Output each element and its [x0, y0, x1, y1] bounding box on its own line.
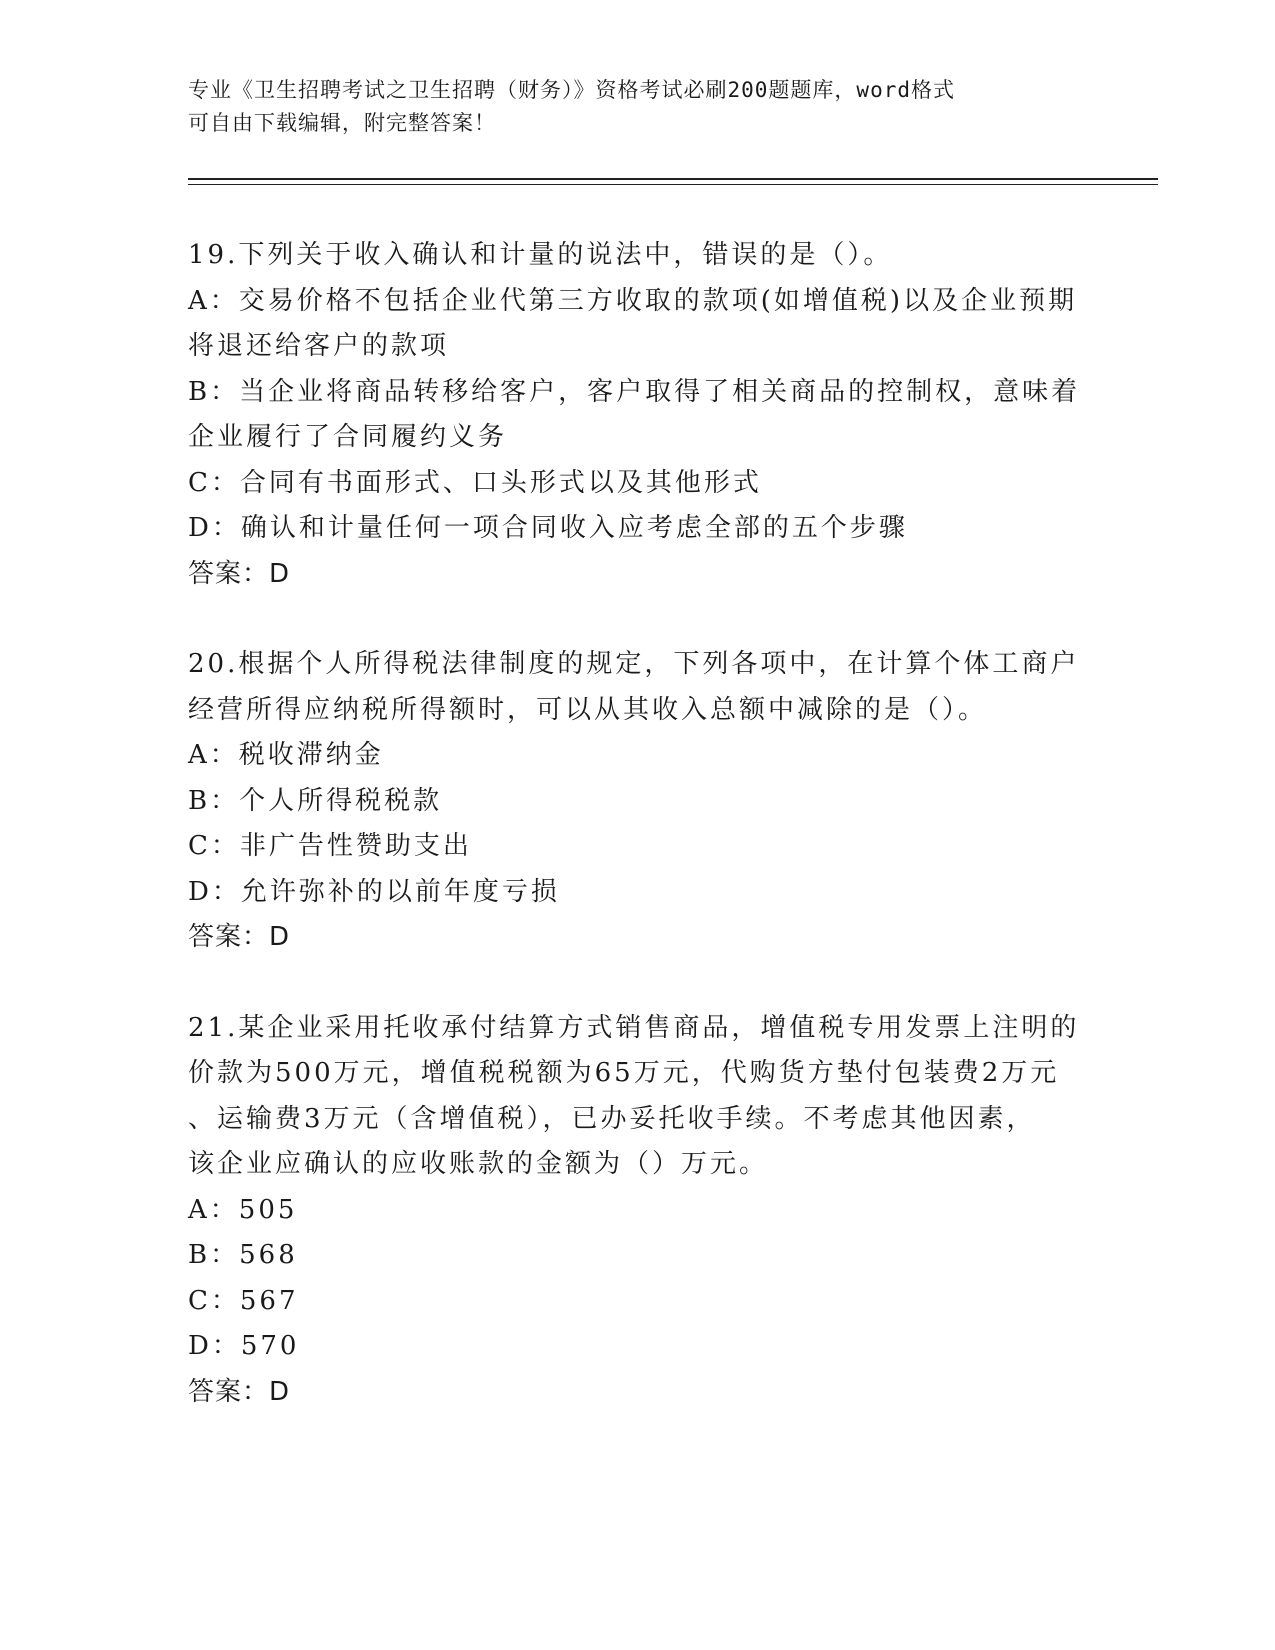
option-c: C：567 — [188, 1285, 299, 1316]
header-rule — [188, 178, 1158, 180]
question-19 — [188, 233, 1088, 597]
option-a: A：505 — [188, 1194, 298, 1225]
question-stem-line: 、运输费3万元（含增值税），已办妥托收手续。不考虑其他因素， — [188, 1103, 1036, 1134]
option-b: B：个人所得税税款 — [188, 785, 443, 816]
question-stem-line: 该企业应确认的应收账款的金额为（）万元。 — [188, 1149, 769, 1179]
answer-label: 答案：D — [188, 558, 291, 589]
option-a-line-2: 将退还给客户的款项 — [188, 331, 450, 361]
option-a-line-1: A：交易价格不包括企业代第三方收取的款项(如增值税)以及企业预期 — [188, 285, 1078, 316]
answer-label: 答案：D — [188, 1376, 291, 1407]
option-d: D：570 — [188, 1331, 300, 1361]
answer-label: 答案：D — [188, 922, 291, 952]
header-line-2: 可自由下载编辑，附完整答案！ — [188, 111, 496, 135]
question-stem-line: 20.根据个人所得税法律制度的规定，下列各项中，在计算个体工商户 — [188, 649, 1080, 679]
question-stem-line: 价款为500万元，增值税税额为65万元，代购货方垫付包装费2万元 — [188, 1058, 1060, 1088]
option-b: B：568 — [188, 1240, 298, 1270]
option-b-line-2: 企业履行了合同履约义务 — [188, 422, 508, 452]
question-stem-line: 19.下列关于收入确认和计量的说法中，错误的是（）。 — [188, 240, 893, 270]
header-line-1: 专业《卫生招聘考试之卫生招聘（财务）》资格考试必刷200题题库，word格式 — [188, 78, 955, 102]
question-20 — [188, 642, 1088, 961]
question-stem-line: 21.某企业采用托收承付结算方式销售商品，增值税专用发票上注明的 — [188, 1012, 1080, 1043]
option-c: C：非广告性赞助支出 — [188, 831, 472, 861]
option-c: C：合同有书面形式、口头形式以及其他形式 — [188, 467, 762, 498]
option-d: D：确认和计量任何一项合同收入应考虑全部的五个步骤 — [188, 513, 908, 543]
option-d: D：允许弥补的以前年度亏损 — [188, 876, 560, 907]
question-list — [188, 233, 1088, 1460]
option-b-line-1: B：当企业将商品转移给客户，客户取得了相关商品的控制权，意味着 — [188, 376, 1081, 407]
header-rule-secondary — [188, 184, 1158, 185]
question-stem-line: 经营所得应纳税所得额时，可以从其收入总额中减除的是（）。 — [188, 694, 988, 725]
question-21 — [188, 1006, 1088, 1416]
document-header — [188, 74, 1088, 140]
option-a: A：税收滞纳金 — [188, 740, 384, 770]
